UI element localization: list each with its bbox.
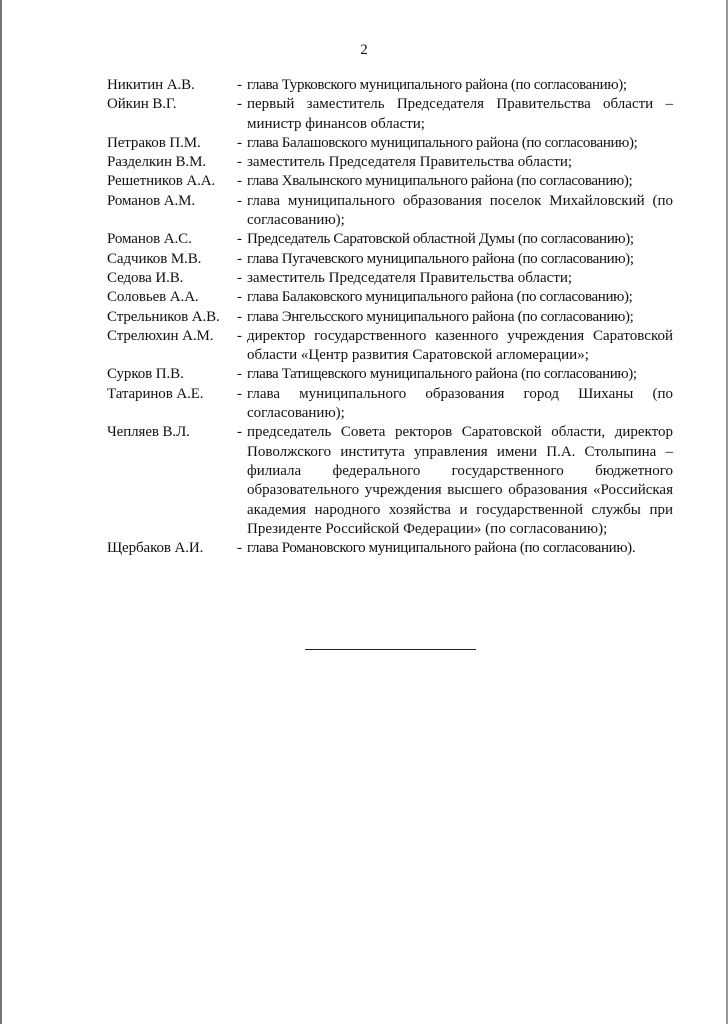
- member-role: Председатель Саратовской областной Думы (по согласованию);: [247, 231, 634, 248]
- member-name: Чепляев В.Л.: [107, 424, 190, 441]
- member-entry: [107, 76, 673, 95]
- member-role: заместитель Председателя Правительства области;: [247, 269, 573, 286]
- member-entry: [107, 172, 673, 191]
- member-name: Романов А.С.: [107, 231, 192, 248]
- member-name: Никитин А.В.: [107, 77, 195, 93]
- dash: -: [237, 385, 242, 402]
- member-entry: [107, 269, 673, 288]
- member-name: Разделкин В.М.: [107, 154, 206, 171]
- dash: -: [237, 327, 242, 344]
- member-role: глава Хвалынского муниципального района (по согласованию);: [247, 173, 633, 190]
- dash: -: [237, 540, 242, 557]
- member-role: глава муниципального образования поселок Михайловский (по согласованию);: [247, 192, 673, 229]
- member-role: глава муниципального образования город Шиханы (по согласованию);: [247, 385, 673, 422]
- member-entry: [107, 365, 673, 384]
- member-role: глава Романовского муниципального района (по согласованию).: [247, 540, 636, 557]
- member-entry: [107, 308, 673, 327]
- member-name: Седова И.В.: [107, 269, 184, 286]
- member-role: глава Пугачевского муниципального района (по согласованию);: [247, 250, 634, 267]
- dash: -: [237, 269, 242, 286]
- dash: -: [237, 250, 242, 267]
- dash: -: [237, 366, 242, 383]
- dash: -: [237, 77, 242, 93]
- member-name: Решетников А.А.: [107, 173, 216, 190]
- member-entry: [107, 288, 673, 307]
- member-entry: [107, 230, 673, 249]
- dash: -: [237, 173, 242, 190]
- member-name: Стрелюхин А.М.: [107, 327, 214, 344]
- member-name: Петраков П.М.: [107, 134, 201, 151]
- member-name: Татаринов А.Е.: [107, 385, 204, 402]
- member-entry: [107, 250, 673, 269]
- member-entry: [107, 95, 673, 134]
- member-entry: [107, 153, 673, 172]
- member-role: глава Балашовского муниципального района (по согласованию);: [247, 134, 638, 151]
- page-number: 2: [360, 42, 368, 58]
- member-entry: [107, 539, 673, 558]
- dash: -: [237, 231, 242, 248]
- member-role: глава Энгельсского муниципального района (по согласованию);: [247, 308, 634, 325]
- member-name: Сурков П.В.: [107, 366, 184, 383]
- dash: -: [237, 134, 242, 151]
- dash: -: [237, 424, 242, 441]
- member-name: Ойкин В.Г.: [107, 96, 177, 113]
- member-name: Щербаков А.И.: [107, 540, 204, 557]
- commission-member-list: [107, 76, 673, 558]
- member-name: Романов А.М.: [107, 192, 196, 209]
- dash: -: [237, 289, 242, 306]
- member-entry: [107, 192, 673, 231]
- member-name: Соловьев А.А.: [107, 289, 199, 306]
- member-role: директор государственного казенного учреждения Саратовской области «Центр развития Саратовской агломерации»;: [247, 327, 673, 364]
- member-role: заместитель Председателя Правительства области;: [247, 154, 573, 171]
- member-role: глава Турковского муниципального района (по согласованию);: [247, 77, 627, 93]
- member-role: председатель Совета ректоров Саратовской области, директор Поволжского института управления имени П.А. Столыпина – филиала федерального государственного бюджетного образовательного учреждения высшего образования «Российская академия народного хозяйства и государственной службы при Президенте Российской Федерации» (по согласованию);: [247, 424, 673, 537]
- dash: -: [237, 308, 242, 325]
- member-name: Садчиков М.В.: [107, 250, 202, 267]
- dash: -: [237, 96, 242, 113]
- member-entry: [107, 385, 673, 424]
- member-role: глава Балаковского муниципального района (по согласованию);: [247, 289, 633, 306]
- dash: -: [237, 154, 242, 171]
- member-entry: [107, 134, 673, 153]
- closing-divider-line: [305, 649, 476, 650]
- member-role: глава Татищевского муниципального района (по согласованию);: [247, 366, 637, 383]
- member-entry: [107, 327, 673, 366]
- member-name: Стрельников А.В.: [107, 308, 220, 325]
- member-entry: [107, 423, 673, 539]
- member-role: первый заместитель Председателя Правительства области – министр финансов области;: [247, 96, 673, 132]
- dash: -: [237, 192, 242, 209]
- page-left-edge: [0, 0, 2, 1024]
